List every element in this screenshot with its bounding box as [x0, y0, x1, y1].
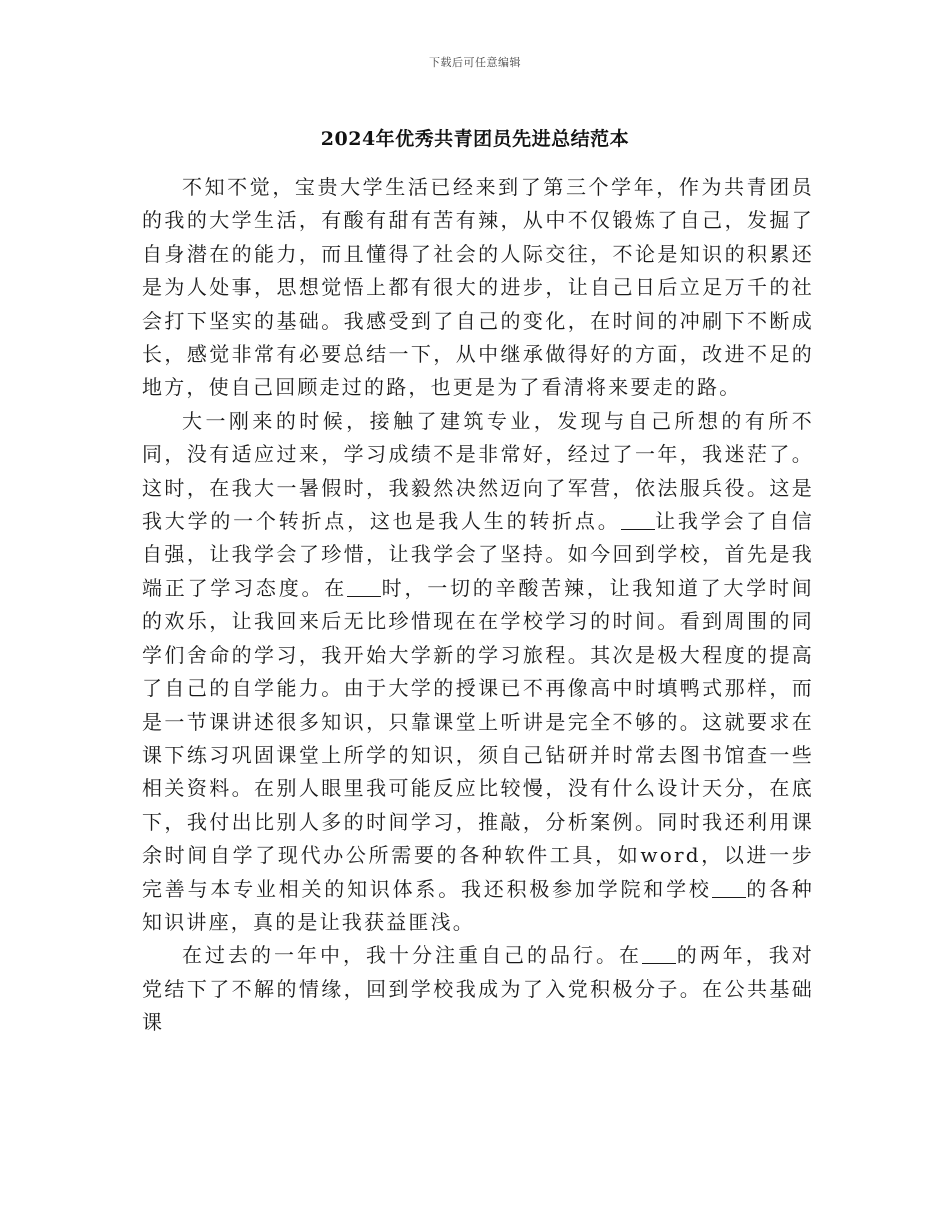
paragraph-text: 不知不觉，宝贵大学生活已经来到了第三个学年，作为共青团员的我的大学生活，有酸有甜有苦有辣，从中不仅锻炼了自己，发掘了自身潜在的能力，而且懂得了社会的人际交往，不论是知识的积累还是为人处事，思想觉悟上都有很大的进步，让自己日后立足万千的社会打下坚实的基础。我感受到了自己的变化，在时间的冲刷下不断成长，感觉非常有必要总结一下，从中继承做得好的方面，改进不足的地方，使自己回顾走过的路，也更是为了看清将来要走的路。 — [142, 175, 814, 400]
paragraph-text: 让我学会了自信自强，让我学会了珍惜，让我学会了坚持。如今回到学校，首先是我端正了学习态度。在 — [142, 509, 814, 600]
paragraph-text: 大一刚来的时候，接触了建筑专业，发现与自己所想的有所不同，没有适应过来，学习成绩不是非常好，经过了一年，我迷茫了。这时，在我大一暑假时，我毅然决然迈向了军营，依法服兵役。这是我大学的一个转折点，这也是我人生的转折点。 — [142, 408, 814, 534]
document-title: 2024年优秀共青团员先进总结范本 — [320, 128, 630, 150]
fill-in-blank — [712, 876, 746, 898]
document-body — [142, 171, 814, 1040]
fill-in-blank — [621, 508, 655, 530]
paragraph-1 — [142, 171, 814, 405]
paragraph-text: 的两年，我对党结下了不解的情缘，回到学校我成为了入党积极分子。在公共基础课 — [142, 943, 814, 1035]
fill-in-blank — [642, 942, 676, 964]
paragraph-text: 时，一切的辛酸苦辣，让我知道了大学时间的欢乐，让我回来后无比珍惜现在在学校学习的时间。看到周围的同学们舍命的学习，我开始大学新的学习旅程。其次是极大程度的提高了自己的自学能力。由于大学的授课已不再像高中时填鸭式那样，而是一节课讲述很多知识，只靠课堂上听讲是完全不够的。这就要求在课下练习巩固课堂上所学的知识，须自己钻研并时常去图书馆查一些相关资料。在别人眼里我可能反应比较慢，没有什么设计天分，在底下，我付出比别人多的时间学习，推敲，分析案例。同时我还利用课余时间自学了现代办公所需要的各种软件工具，如word，以进一步完善与本专业相关的知识体系。我还积极参加学院和学校 — [142, 575, 814, 901]
paragraph-3 — [142, 939, 814, 1039]
fill-in-blank — [347, 575, 381, 597]
paragraph-text: 在过去的一年中，我十分注重自己的品行。在 — [182, 943, 642, 968]
paragraph-text: 的各种知识讲座，真的是让我获益匪浅。 — [142, 876, 814, 934]
header-note: 下载后可任意编辑 — [429, 56, 521, 69]
paragraph-2 — [142, 405, 814, 940]
